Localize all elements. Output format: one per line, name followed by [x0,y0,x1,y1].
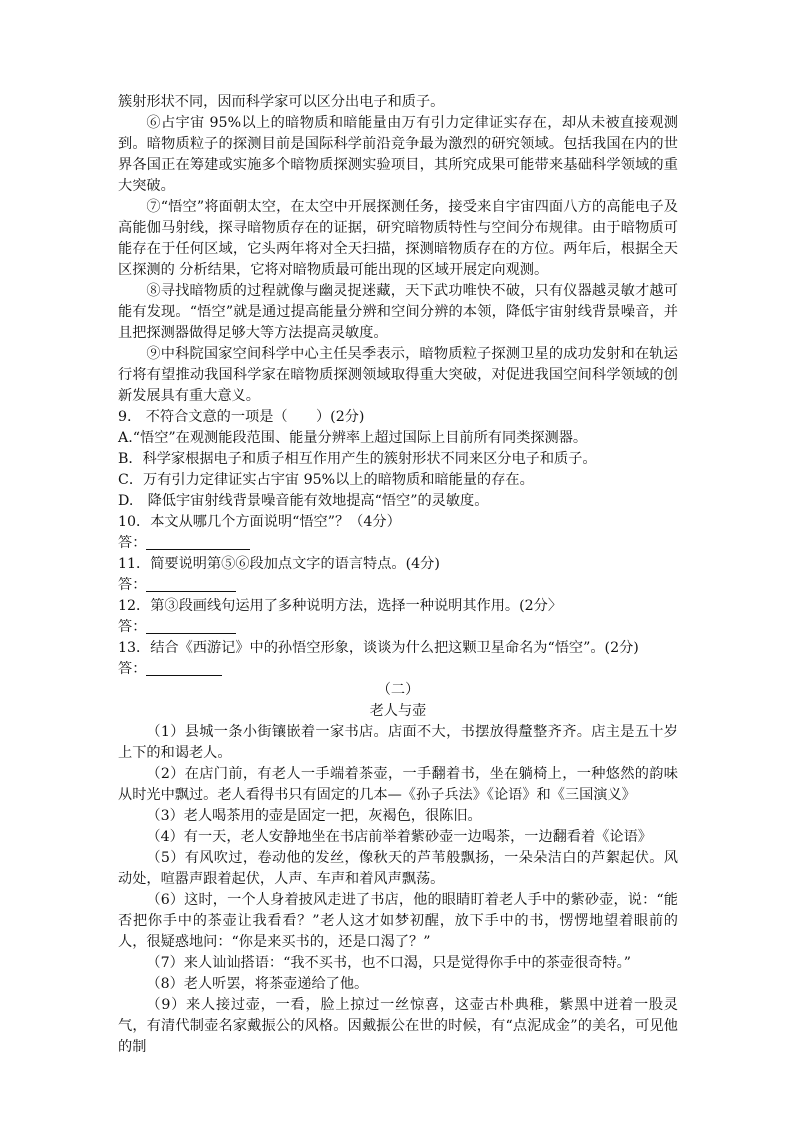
document-page [118,92,678,1058]
answer-blank-11[interactable] [146,576,236,592]
answer-label: 答： [118,661,147,677]
paragraph-8: ⑧寻找暗物质的过程就像与幽灵捉迷藏，天下武功唯快不破，只有仪器越灵敏才越可能有发现。“悟空”就是通过提高能量分辨和空间分辨的本领，降低宇宙射线背景噪音，并且把探测器做得足够大等方法提高灵敏度。 [118,283,678,341]
paragraph-6: ⑥占宇宙 95%以上的暗物质和暗能量由万有引力定律证实存在，却从未被直接观测到。暗物质粒子的探测目前是国际科学前沿竞争最为激烈的研究领域。包括我国在内的世界各国正在筹建或实施多个暗物质探测实验项目，其所究成果可能带来基础科学领域的重大突破。 [118,115,678,194]
story-paragraph-8: （8）老人听罢，将茶壶递给了他。 [146,976,369,992]
answer-label: 答： [118,535,147,551]
story-paragraph-1: （1）县城一条小街镶嵌着一家书店。店面不大，书摆放得釐整齐齐。店主是五十岁上下的和谒老人。 [118,724,678,761]
story-paragraph-6: （6）这时，一个人身着披风走进了书店，他的眼睛盯着老人手中的紫砂壶，说：“能否把你手中的茶壶让我看看？”老人这才如梦初醒，放下手中的书，愣愣地望着眼前的人，很疑惑地问：“你是来买书的，还是口渴了？” [118,892,678,950]
story-paragraph-2: （2）在店门前，有老人一手端着茶壶，一手翻着书，坐在躺椅上，一种悠然的韵味从时光中飘过。老人看得书只有固定的几本—《孙子兵法》《论语》和《三国演义》 [118,766,678,803]
story-paragraph-3: （3）老人喝茶用的壶是固定一把，灰褐色，很陈旧。 [146,808,482,824]
question-9-option-c: C．万有引力定律证实占宇宙 95%以上的暗物质和暗能量的存在。 [118,472,534,488]
story-paragraph-9: （9）来人接过壶，一看，脸上掠过一丝惊喜，这壶古朴典稚，紫黑中迸着一股灵气，有清代制壶名家戴振公的风格。因戴振公在世的时候，有“点泥成金”的美名，可见他的制 [118,997,678,1055]
question-9-option-b: B．科学家根据电子和质子相互作用产生的簇射形状不同来区分电子和质子。 [118,451,597,467]
question-9-option-a: A.“悟空”在观测能段范围、能量分辨率上超过国际上目前所有同类探测器。 [118,430,588,446]
question-13: 13．结合《西游记》中的孙悟空形象，谈谈为什么把这颗卫星命名为“悟空”。(2分) [118,640,639,656]
story-paragraph-4: （4）有一天，老人安静地坐在书店前举着紫砂壶一边喝茶，一边翻看着《论语》 [146,829,652,845]
question-9-option-d: D. 降低宇宙射线背景噪音能有效地提高“悟空”的灵敏度。 [118,493,489,509]
answer-blank-13[interactable] [146,660,222,676]
story-paragraph-5: （5）有风吹过，卷动他的发丝，像秋天的芦苇般飘扬，一朵朵洁白的芦絮起伏。风动处，喧嚣声跟着起伏，人声、车声和着风声飘荡。 [118,850,678,887]
answer-line-11 [118,575,678,596]
question-11: 11．简要说明第⑤⑥段加点文字的语言特点。(4分) [118,556,440,572]
answer-label: 答： [118,619,147,635]
question-12: 12．第③段画线句运用了多种说明方法，选择一种说明其作用。(2分〉 [118,598,563,614]
paragraph-9: ⑨中科院国家空间科学中心主任吴季表示，暗物质粒子探测卫星的成功发射和在轨运行将有望推动我国科学家在暗物质探测领域取得重大突破，对促进我国空间科学领域的创新发展具有重大意义。 [118,346,678,404]
answer-blank-12[interactable] [146,618,236,634]
section-number: （二） [376,682,420,698]
story-paragraph-7: （7）来人讪讪搭语：“我不买书，也不口渴，只是觉得你手中的茶壶很奇特。” [146,955,632,971]
answer-blank-10[interactable] [146,534,250,550]
answer-line-12 [118,617,678,638]
answer-line-13 [118,659,678,680]
question-10: 10．本文从哪几个方面说明“悟空”？（4分） [118,514,401,530]
answer-label: 答： [118,577,147,593]
paragraph-5-continuation: 簇射形状不同，因而科学家可以区分出电子和质子。 [118,94,445,110]
paragraph-7: ⑦“悟空”将面朝太空，在太空中开展探测任务，接受来自宇宙四面八方的高能电子及高能伽马射线，探寻暗物质存在的证据，研究暗物质特性与空间分布规律。由于暗物质可能存在于任何区域，它头两年将对全天扫描，探测暗物质存在的方位。两年后，根据全天区探测的 分析结果，它将对暗物质最可能出现的区域开展定向观测。 [118,199,678,278]
question-9: 9. 不符合文意的一项是（ ）(2分) [118,409,365,425]
answer-line-10 [118,533,678,554]
article-title: 老人与壶 [369,703,427,719]
